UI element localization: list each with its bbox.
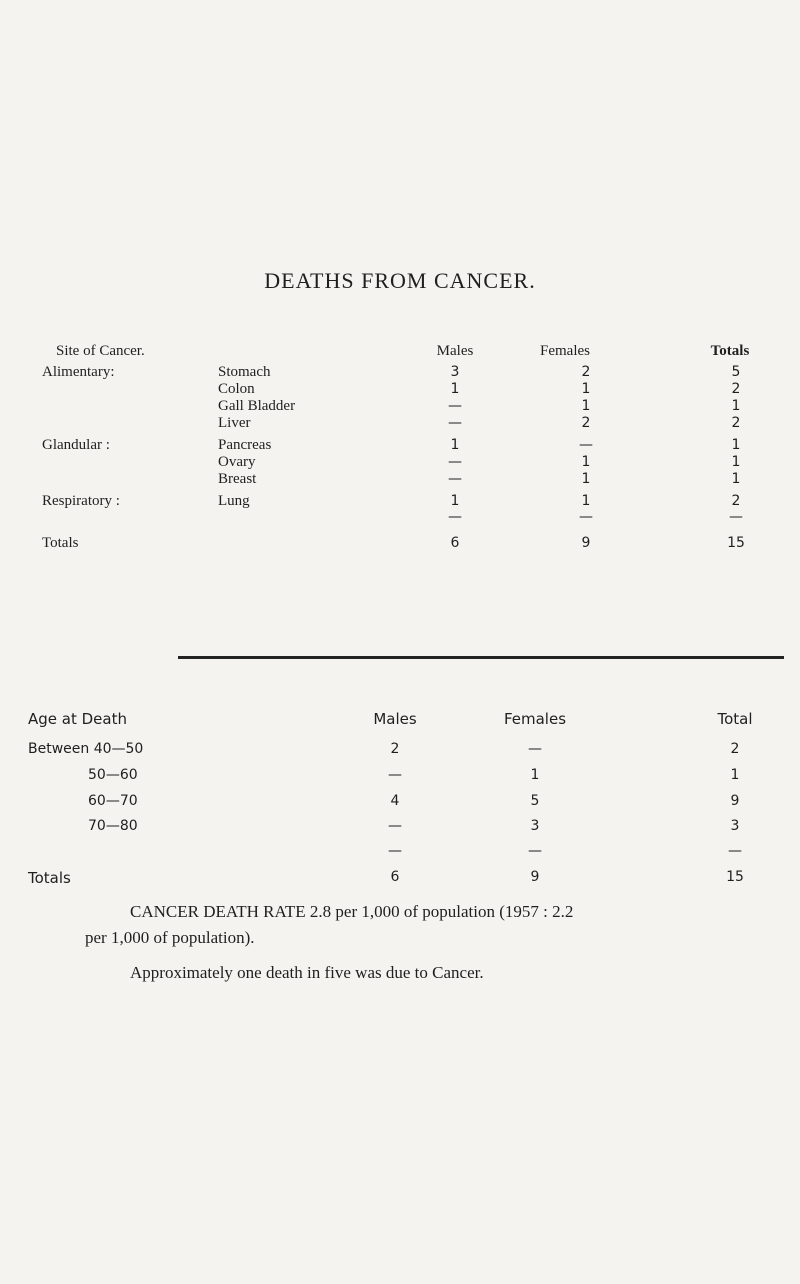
site-totals-label: Totals bbox=[42, 535, 79, 551]
header-age-males: Males bbox=[373, 710, 417, 728]
age-males: 2 bbox=[390, 741, 400, 757]
site-name: Stomach bbox=[218, 364, 271, 380]
site-males: — bbox=[448, 398, 462, 414]
site-total-females: 9 bbox=[581, 535, 591, 551]
site-name: Lung bbox=[218, 493, 250, 509]
age-females: 1 bbox=[530, 767, 540, 783]
age-range: 50—60 bbox=[88, 767, 138, 783]
site-totals: 1 bbox=[731, 471, 741, 487]
site-name: Colon bbox=[218, 381, 255, 397]
age-males: — bbox=[388, 818, 402, 834]
site-name: Liver bbox=[218, 415, 251, 431]
site-females: 2 bbox=[581, 415, 591, 431]
approx-note: Approximately one death in five was due to Cancer. bbox=[130, 963, 484, 982]
age-total-females: 9 bbox=[530, 869, 540, 885]
site-females: 1 bbox=[581, 381, 591, 397]
age-total: 2 bbox=[730, 741, 740, 757]
site-females: 2 bbox=[581, 364, 591, 380]
age-total: 9 bbox=[730, 793, 740, 809]
header-females: Females bbox=[540, 343, 590, 359]
site-totals: 2 bbox=[731, 415, 741, 431]
site-totals: 2 bbox=[731, 493, 741, 509]
age-totals-label: Totals bbox=[28, 869, 71, 887]
header-age-females: Females bbox=[503, 710, 567, 728]
age-males-dash: — bbox=[388, 843, 402, 859]
header-age-total: Total bbox=[717, 710, 753, 728]
age-total: 1 bbox=[730, 767, 740, 783]
site-total-totals: 15 bbox=[727, 535, 745, 551]
header-totals: Totals bbox=[710, 343, 750, 359]
header-age: Age at Death bbox=[28, 710, 127, 728]
site-females: 1 bbox=[581, 471, 591, 487]
age-total-total: 15 bbox=[726, 869, 744, 885]
site-males: 1 bbox=[450, 493, 460, 509]
site-males-dash: — bbox=[448, 509, 462, 525]
divider bbox=[178, 656, 784, 659]
age-females: — bbox=[528, 741, 542, 757]
site-females: — bbox=[579, 437, 593, 453]
site-totals: 1 bbox=[731, 398, 741, 414]
site-females: 1 bbox=[581, 398, 591, 414]
header-males: Males bbox=[436, 343, 474, 359]
site-name: Pancreas bbox=[218, 437, 272, 453]
site-males: — bbox=[448, 415, 462, 431]
site-name: Gall Bladder bbox=[218, 398, 296, 414]
age-males: 4 bbox=[390, 793, 400, 809]
site-females: 1 bbox=[581, 454, 591, 470]
age-total: 3 bbox=[730, 818, 740, 834]
rate-line-1: CANCER DEATH RATE 2.8 per 1,000 of population (1957 : 2.2 bbox=[130, 902, 574, 921]
age-females: 5 bbox=[530, 793, 540, 809]
rate-line-2: per 1,000 of population). bbox=[85, 928, 255, 947]
age-range: 70—80 bbox=[88, 818, 138, 834]
site-males: 3 bbox=[450, 364, 460, 380]
site-males: — bbox=[448, 471, 462, 487]
site-name: Breast bbox=[218, 471, 257, 487]
site-females: 1 bbox=[581, 493, 591, 509]
site-females-dash: — bbox=[579, 509, 593, 525]
site-name: Ovary bbox=[218, 454, 256, 470]
site-males: 1 bbox=[450, 437, 460, 453]
site-total-males: 6 bbox=[450, 535, 460, 551]
site-totals: 2 bbox=[731, 381, 741, 397]
age-females: 3 bbox=[530, 818, 540, 834]
site-totals: 1 bbox=[731, 454, 741, 470]
age-range: 60—70 bbox=[88, 793, 138, 809]
site-totals-dash: — bbox=[729, 509, 743, 525]
site-group-label: Respiratory : bbox=[42, 493, 120, 509]
age-total-dash: — bbox=[728, 843, 742, 859]
age-total-males: 6 bbox=[390, 869, 400, 885]
site-males: — bbox=[448, 454, 462, 470]
age-males: — bbox=[388, 767, 402, 783]
age-range: Between 40—50 bbox=[28, 741, 144, 757]
site-totals: 1 bbox=[731, 437, 741, 453]
site-group-label: Alimentary: bbox=[42, 364, 115, 380]
site-group-label: Glandular : bbox=[42, 437, 110, 453]
page-title: DEATHS FROM CANCER. bbox=[264, 268, 536, 293]
age-females-dash: — bbox=[528, 843, 542, 859]
site-totals: 5 bbox=[731, 364, 741, 380]
header-site: Site of Cancer. bbox=[56, 343, 145, 359]
site-males: 1 bbox=[450, 381, 460, 397]
